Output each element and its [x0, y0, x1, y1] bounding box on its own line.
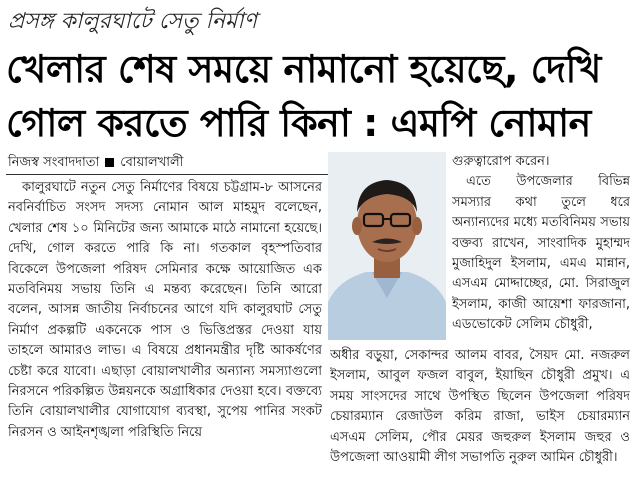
article-paragraph-1: কালুরঘাটে নতুন সেতু নির্মাণের বিষয়ে চট্টগ্রাম-৮ আসনের নবনির্বাচিত সংসদ সদস্য নোমান আল মাহমুদ বলেছেন, খেলার শেষ ১০ মিনিটের জন্য আমাকে মাঠে নামানো হয়েছে। দেখি, গোল করতে পারি কি না। গতকাল বৃহস্পতিবার বিকেলে উপজেলা পরিষদ সেমিনার কক্ষে আয়োজিত এক মতবিনিময় সভায় তিনি এ মন্তব্য করেছেন। তিনি আরো বলেন, আসন্ন জাতীয় নির্বাচনের আগে যদি কালুরঘাট সেতু নির্মাণ প্রকল্পটি একনেকে পাস ও ভিত্তিপ্রস্তর দেওয়া যায় তাহলে আমারও লাভ। এ বিষয়ে প্রধানমন্ত্রীর দৃষ্টি আকর্ষণের চেষ্টা করে যাবো। এছাড়া বোয়ালখালীর অন্যান্য সমস্যাগুলো নিরসনে পরিকল্পিত উন্নয়নকে অগ্রাধিকার দেওয়া হবে। বক্তব্যে তিনি বোয়ালখালীর যোগাযোগ ব্যবস্থা, সুপেয় পানির সংকট নিরসন ও আইনশৃঙ্খলা পরিস্থিতি নিয়ে: [8, 180, 322, 440]
article-paragraph-2: গুরুত্বারোপ করেন।: [452, 154, 550, 169]
byline: [8, 153, 348, 173]
headline-line-2: গোল করতে পারি কিনা : এমপি নোমান: [6, 101, 591, 145]
byline-reporter: নিজস্ব সংবাদদাতা: [8, 155, 100, 170]
portrait-photo-icon: [328, 152, 446, 340]
portrait-photo: [328, 152, 446, 340]
kicker-line: প্রসঙ্গ কালুরঘাটে সেতু নির্মাণ: [8, 9, 257, 34]
article-column-left: [8, 178, 322, 494]
headline-line-1: খেলার শেষ সময়ে নামানো হয়েছে, দেখি: [6, 47, 601, 91]
article-paragraph-4: অধীর বড়ুয়া, সেকান্দর আলম বাবর, সৈয়দ মো. নজরুল ইসলাম, আবুল ফজল বাবুল, ইয়াছিন চৌধুরী প্রমুখ। এ সময় সাংসদের সাথে উপস্থিত ছিলেন উপজেলা পরিষদ চেয়ারম্যান রেজাউল করিম রাজা, ভাইস চেয়ারম্যান এসএম সেলিম, পৌর মেয়র জহুরুল ইসলাম জহুর ও উপজেলা আওয়ামী লীগ সভাপতি নুরুল আমিন চৌধুরী।: [330, 348, 630, 466]
byline-location: বোয়ালখালী: [120, 155, 184, 170]
article-column-right-bottom: [330, 346, 630, 494]
article-paragraph-3: এতে উপজেলার বিভিন্ন সমস্যার কথা তুলে ধরে অন্যান্যদের মধ্যে মতবিনিময় সভায় বক্তব্য রাখেন, সাংবাদিক মুহাম্মদ মুজাহিদুল ইসলাম, এমএ মান্নান, এসএম মোদ্দাচ্ছের, মো. সিরাজুল ইসলাম, কাজী আয়েশা ফারজানা, এডভোকেট সেলিম চৌধুরী,: [452, 174, 630, 333]
byline-rule: [6, 174, 346, 175]
byline-separator-icon: [105, 158, 114, 167]
